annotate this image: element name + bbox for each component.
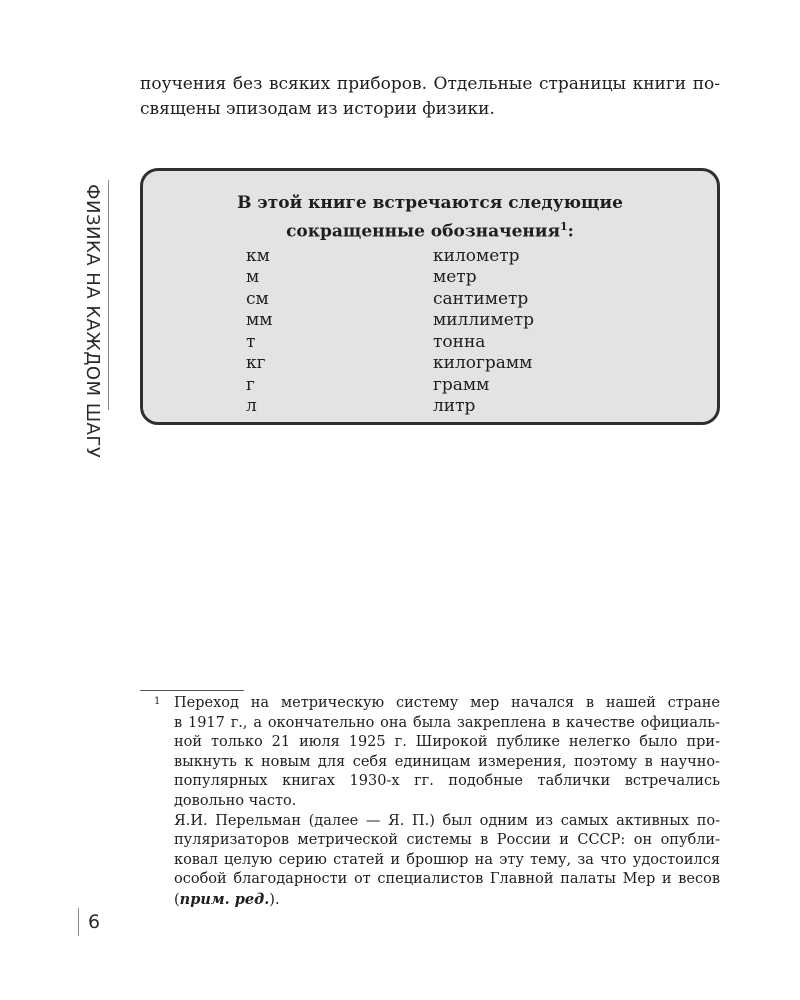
footnote-line: довольно часто.	[174, 792, 297, 809]
abbreviation-full: литр	[433, 396, 476, 417]
abbreviations-list	[246, 245, 646, 417]
abbreviation-short: м	[246, 267, 260, 288]
abbreviation-full: километр	[433, 245, 520, 266]
abbreviation-row	[246, 353, 646, 375]
footnote-line: Переход на метрическую систему мер начался в нашей стране	[174, 695, 720, 711]
footnote-paren: ).	[269, 891, 280, 908]
abbreviation-full: тонна	[433, 331, 486, 352]
abbreviation-short: км	[246, 245, 270, 266]
footnote-line	[174, 890, 720, 911]
page-number: 6	[78, 908, 100, 936]
intro-paragraph	[140, 72, 720, 122]
editor-note: прим. ред.	[179, 890, 270, 908]
footnote-line: пуляризаторов метрической системы в России и СССР: он опубли-	[174, 832, 720, 849]
running-title: ФИЗИКА НА КАЖДОМ ШАГУ	[82, 184, 104, 459]
abbreviation-full: метр	[433, 267, 477, 288]
abbreviation-row	[246, 396, 646, 418]
footnote-line: в 1917 г., а окончательно она была закреплена в качестве официаль-	[174, 714, 720, 731]
abbreviations-title	[143, 191, 717, 244]
footnote-line: ной только 21 июля 1925 г. Широкой публике нелегко было при-	[174, 734, 720, 751]
abbreviation-short: мм	[246, 310, 273, 331]
running-title-rule	[78, 180, 109, 459]
abbreviations-title-colon: :	[567, 221, 574, 242]
intro-line: поучения без всяких приборов. Отдельные страницы книги по-	[140, 74, 720, 94]
footnote-mark: 1	[154, 696, 161, 707]
abbreviations-title-line: В этой книге встречаются следующие	[237, 193, 623, 213]
footnote-paragraph	[174, 812, 720, 911]
abbreviation-short: г	[246, 374, 255, 395]
abbreviation-row	[246, 310, 646, 332]
abbreviation-short: л	[246, 396, 257, 417]
footnote-line: выкнуть к новым для себя единицам измерения, поэтому в научно-	[174, 753, 720, 770]
abbreviations-title-line	[143, 215, 717, 244]
footnote	[154, 694, 720, 911]
abbreviations-title-text: сокращенные обозначения	[286, 221, 560, 242]
footnote-line: особой благодарности от специалистов Главной палаты Мер и весов	[174, 871, 720, 888]
abbreviation-full: миллиметр	[433, 310, 535, 331]
abbreviation-row	[246, 267, 646, 289]
abbreviation-full: грамм	[433, 374, 490, 395]
footnote-divider	[140, 690, 244, 691]
abbreviation-full: килограмм	[433, 353, 533, 374]
footnote-line: Я.И. Перельман (далее — Я. П.) был одним из самых активных по-	[174, 812, 720, 829]
footnote-line: популярных книгах 1930-х гг. подобные таблички встречались	[174, 773, 720, 790]
intro-line: священы эпизодам из истории физики.	[140, 99, 495, 119]
abbreviation-short: т	[246, 331, 256, 352]
abbreviations-box	[140, 168, 720, 425]
abbreviation-full: сантиметр	[433, 288, 529, 309]
abbreviation-row	[246, 374, 646, 396]
abbreviation-row	[246, 331, 646, 353]
abbreviation-short: см	[246, 288, 269, 309]
footnote-paren: (	[174, 891, 180, 908]
abbreviation-row	[246, 288, 646, 310]
footnote-paragraph	[174, 694, 720, 812]
footnote-line: ковал целую серию статей и брошюр на эту тему, за что удостоился	[174, 851, 720, 868]
abbreviation-row	[246, 245, 646, 267]
abbreviation-short: кг	[246, 353, 266, 374]
footnote-reference: 1	[560, 220, 568, 233]
